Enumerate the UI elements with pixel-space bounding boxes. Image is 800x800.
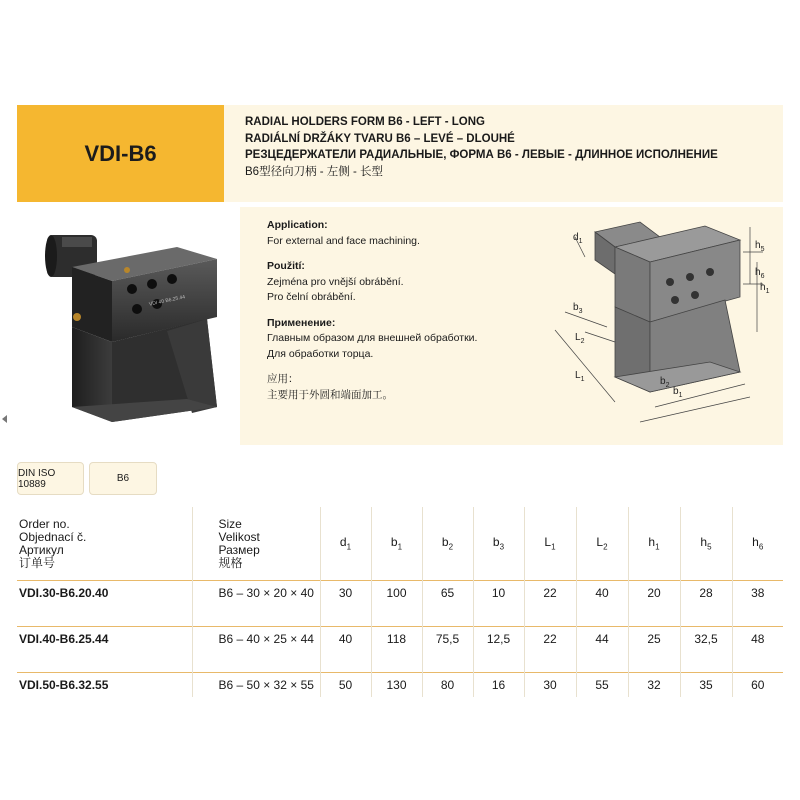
product-photo bbox=[17, 207, 227, 445]
value-cell: 44 bbox=[576, 627, 628, 652]
label-h1: $h_1$ bbox=[760, 282, 770, 295]
label-h5: $h_5$ bbox=[755, 240, 765, 253]
size-cell: B6 – 40 × 25 × 44 bbox=[192, 627, 320, 652]
primenenie-line-2: Для обработки торца. bbox=[267, 347, 374, 360]
value-cell: 10 bbox=[473, 581, 524, 606]
svg-text:VDI 40 B6.25.44: VDI 40 B6.25.44 bbox=[148, 294, 186, 308]
col-header: $h_6$ bbox=[732, 507, 783, 581]
order-number: VDI.30-B6.20.40 bbox=[17, 581, 192, 606]
col-header: $h_1$ bbox=[628, 507, 680, 581]
value-cell: 75,5 bbox=[422, 627, 473, 652]
value-cell: 100 bbox=[371, 581, 422, 606]
product-tag: VDI-B6 bbox=[17, 105, 224, 202]
title-en: RADIAL HOLDERS FORM B6 - LEFT - LONG bbox=[245, 116, 486, 128]
order-number: VDI.50-B6.32.55 bbox=[17, 673, 192, 698]
title-ru: РЕЗЦЕДЕРЖАТЕЛИ РАДИАЛЬНЫЕ, ФОРМА B6 - ЛЕВЫЕ - ДЛИННОЕ ИСПОЛНЕНИЕ bbox=[245, 149, 718, 161]
value-cell: 30 bbox=[320, 581, 371, 606]
value-cell: 130 bbox=[371, 673, 422, 698]
value-cell: 40 bbox=[320, 627, 371, 652]
scroll-left-arrow-icon[interactable] bbox=[2, 415, 7, 423]
product-titles bbox=[245, 114, 718, 180]
application-text bbox=[267, 218, 477, 403]
table-row bbox=[17, 627, 783, 652]
application-line: For external and face machining. bbox=[267, 234, 420, 247]
size-cell: B6 – 30 × 20 × 40 bbox=[192, 581, 320, 606]
value-cell: 12,5 bbox=[473, 627, 524, 652]
holder-drawing bbox=[545, 212, 780, 438]
label-h6: $h_6$ bbox=[755, 267, 765, 280]
label-b1: $b_1$ bbox=[673, 386, 683, 399]
col-header: $b_3$ bbox=[473, 507, 524, 581]
value-cell: 35 bbox=[680, 673, 732, 698]
tool-holder-image bbox=[17, 207, 227, 445]
value-cell: 32,5 bbox=[680, 627, 732, 652]
size-header: Size Velikost Размер 规格 bbox=[192, 507, 320, 581]
col-header: $L_1$ bbox=[524, 507, 576, 581]
standard-chip: DIN ISO 10889 bbox=[17, 462, 84, 495]
value-cell: 50 bbox=[320, 673, 371, 698]
table-header bbox=[17, 507, 783, 581]
value-cell: 22 bbox=[524, 627, 576, 652]
dimension-drawing bbox=[545, 212, 780, 438]
value-cell: 28 bbox=[680, 581, 732, 606]
value-cell: 30 bbox=[524, 673, 576, 698]
value-cell: 20 bbox=[628, 581, 680, 606]
order-header: Order no. Objednací č. Артикул 订单号 bbox=[19, 516, 87, 570]
application-heading: Application: bbox=[267, 219, 328, 231]
label-l1: $L_1$ bbox=[575, 370, 585, 383]
label-d1: $d_1$ bbox=[573, 232, 583, 245]
pouziti-heading: Použití: bbox=[267, 260, 305, 272]
col-header: $b_1$ bbox=[371, 507, 422, 581]
value-cell: 65 bbox=[422, 581, 473, 606]
value-cell: 80 bbox=[422, 673, 473, 698]
title-cn: B6型径向刀柄 - 左侧 - 长型 bbox=[245, 165, 384, 178]
value-cell: 22 bbox=[524, 581, 576, 606]
label-l2: $L_2$ bbox=[575, 332, 585, 345]
table-row bbox=[17, 581, 783, 606]
value-cell: 55 bbox=[576, 673, 628, 698]
pouziti-line-2: Pro čelní obrábění. bbox=[267, 291, 356, 303]
value-cell: 118 bbox=[371, 627, 422, 652]
col-header: $L_2$ bbox=[576, 507, 628, 581]
label-b2: $b_2$ bbox=[660, 376, 670, 389]
col-header: $d_1$ bbox=[320, 507, 371, 581]
primenenie-heading: Применение: bbox=[267, 316, 336, 329]
pouziti-line-1: Zejména pro vnější obrábění. bbox=[267, 275, 404, 288]
yingyong-heading: 应用： bbox=[267, 373, 299, 385]
primenenie-line-1: Главным образом для внешней обработки. bbox=[267, 332, 478, 344]
value-cell: 48 bbox=[732, 627, 783, 652]
value-cell: 16 bbox=[473, 673, 524, 698]
value-cell: 25 bbox=[628, 627, 680, 652]
value-cell: 40 bbox=[576, 581, 628, 606]
col-header: $h_5$ bbox=[680, 507, 732, 581]
col-header: $b_2$ bbox=[422, 507, 473, 581]
size-cell: B6 – 50 × 32 × 55 bbox=[192, 673, 320, 698]
order-number: VDI.40-B6.25.44 bbox=[17, 627, 192, 652]
label-b3: $b_3$ bbox=[573, 302, 583, 315]
value-cell: 60 bbox=[732, 673, 783, 698]
title-cz: RADIÁLNÍ DRŽÁKY TVARU B6 – LEVÉ – DLOUHÉ bbox=[245, 132, 515, 145]
table-row bbox=[17, 673, 783, 698]
value-cell: 32 bbox=[628, 673, 680, 698]
value-cell: 38 bbox=[732, 581, 783, 606]
yingyong-line: 主要用于外圆和端面加工。 bbox=[267, 388, 393, 401]
spec-table bbox=[17, 507, 783, 697]
form-chip: B6 bbox=[89, 462, 157, 495]
